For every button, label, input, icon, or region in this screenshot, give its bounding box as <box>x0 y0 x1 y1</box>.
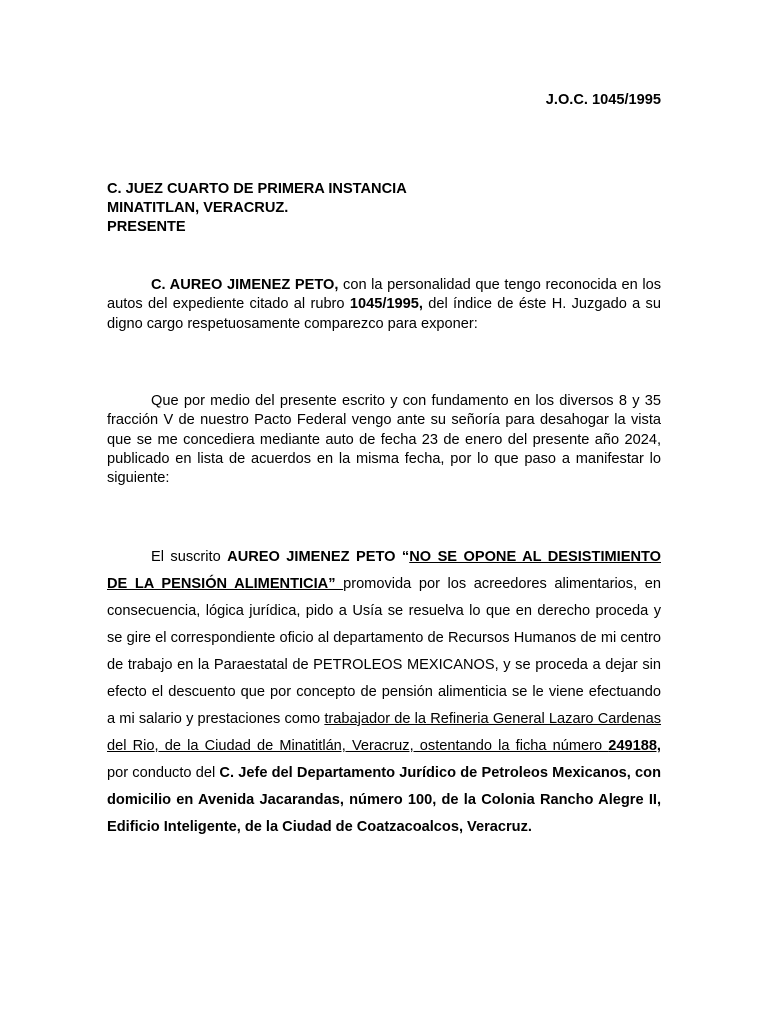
paragraph-legal-basis <box>107 392 661 488</box>
paragraph2-text: Que por medio del presente escrito y con fundamento en los diversos 8 y 35 fracción V de nuestro Pacto Federal vengo ante su señoría para desahogar la vista que se me concediera mediante auto de fecha 23 de enero del presente año 2024, publicado en lista de acuerdos en la misma fecha, por lo que paso a manifestar lo siguiente: <box>107 393 661 487</box>
worker-description: trabajador de la Refineria General Lazaro Cardenas del Rio, de la Ciudad de Minatitlán, Veracruz, ostentando la ficha número <box>107 711 662 754</box>
petitioner-name: C. AUREO JIMENEZ PETO, <box>151 277 339 293</box>
case-reference: J.O.C. 1045/1995 <box>545 92 661 108</box>
paragraph3-text-a: promovida por los acreedores alimentarios, en consecuencia, lógica jurídica, pido a Usía se resuelva lo que en derecho proceda y se gire el correspondiente oficio al departamento de Recursos Humanos de mi centro de trabajo en la Paraestatal de PETROLEOS MEXICANOS, y se proceda a dejar sin efecto el descuento que por concepto de pensión alimenticia se le viene efectuando a mi salario y prestaciones como <box>107 576 661 727</box>
addressee-block <box>107 180 662 237</box>
paragraph-statement <box>107 544 661 841</box>
addressee-presente: PRESENTE <box>107 219 186 235</box>
legal-department-address: C. Jefe del Departamento Jurídico de Petroleos Mexicanos, con domicilio en Avenida Jacarandas, número 100, de la Colonia Rancho Alegre II, Edificio Inteligente, de la Ciudad de Coatzacoalcos, Veracruz. <box>107 765 661 835</box>
addressee-location: MINATITLAN, VERACRUZ. <box>107 200 289 216</box>
paragraph3-text-b: por conducto del <box>107 765 220 781</box>
paragraph1-text-b: del índice de éste H. Juzgado a su digno cargo respetuosamente comparezco para exponer: <box>107 296 661 332</box>
subscriber-name: AUREO JIMENEZ PETO “ <box>227 549 410 565</box>
ficha-number: 249188, <box>608 738 661 754</box>
addressee-judge: C. JUEZ CUARTO DE PRIMERA INSTANCIA <box>107 181 407 197</box>
no-opposition-statement: NO SE OPONE AL DESISTIMIENTO DE LA PENSIÓN ALIMENTICIA” <box>107 549 661 592</box>
case-number: 1045/1995, <box>349 296 423 313</box>
paragraph3-intro: El suscrito <box>151 549 228 565</box>
paragraph-appearance <box>107 276 661 334</box>
paragraph1-text-a: con la personalidad que tengo reconocida en los autos del expediente citado al rubro <box>107 277 661 313</box>
